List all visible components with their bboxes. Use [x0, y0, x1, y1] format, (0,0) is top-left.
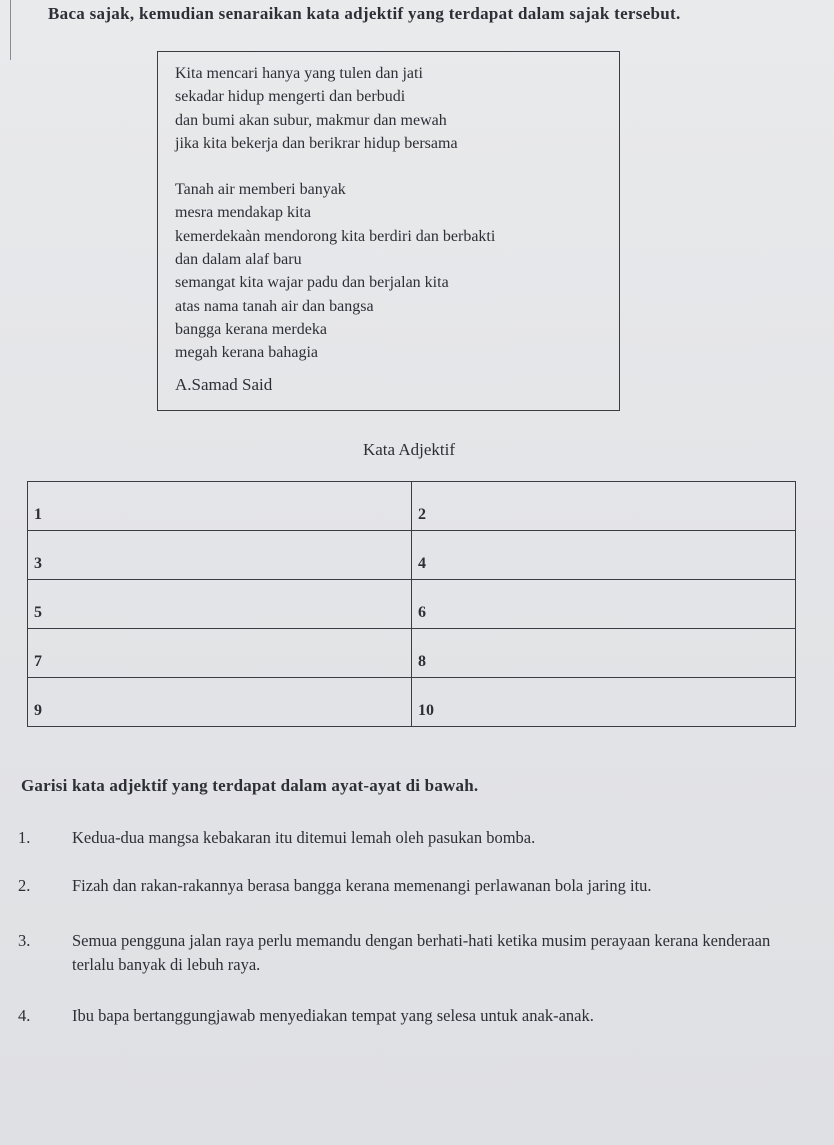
instruction-text: Baca sajak, kemudian senaraikan kata adjektif yang terdapat dalam sajak tersebut.: [48, 4, 681, 23]
question-text[interactable]: Fizah dan rakan-rakannya berasa bangga kerana memenangi perlawanan bola jaring itu.: [72, 876, 652, 895]
answer-cell[interactable]: 8: [412, 629, 796, 678]
table-row: [28, 482, 796, 531]
poem-line: Kita mencari hanya yang tulen dan jati: [175, 65, 423, 82]
answer-cell[interactable]: 10: [412, 678, 796, 727]
poem-line: semangat kita wajar padu dan berjalan kita: [175, 274, 449, 292]
answer-cell[interactable]: 6: [412, 580, 796, 629]
table-row: [28, 580, 796, 629]
question-number: 3.: [18, 931, 31, 950]
answer-cell[interactable]: 1: [28, 482, 412, 531]
table-row: [28, 629, 796, 678]
table-title-text: Kata Adjektif: [362, 440, 456, 459]
question-text[interactable]: Semua pengguna jalan raya perlu memandu dengan berhati-hati ketika musim perayaan kerana kenderaan terlalu banyak di lebuh raya.: [72, 931, 771, 974]
poem-line: atas nama tanah air dan bangsa: [175, 297, 374, 315]
poem-line: mesra mendakap kita: [175, 204, 311, 222]
question-number: 4.: [18, 1006, 31, 1025]
table-row: [28, 531, 796, 580]
questions-heading: Garisi kata adjektif yang terdapat dalam ayat-ayat di bawah.: [21, 776, 479, 795]
table-row: [28, 678, 796, 727]
answer-cell[interactable]: 7: [28, 629, 412, 678]
question-text[interactable]: Kedua-dua mangsa kebakaran itu ditemui lemah oleh pasukan bomba.: [72, 828, 536, 847]
poem-line: Tanah air memberi banyak: [175, 181, 346, 199]
poem-line: jika kita bekerja dan berikrar hidup bersama: [175, 134, 458, 152]
answer-cell[interactable]: 5: [28, 580, 412, 629]
stanza-gap: [175, 155, 619, 178]
poem-line: megah kerana bahagia: [175, 344, 319, 362]
poem-line: sekadar hidup mengerti dan berbudi: [175, 88, 406, 106]
poem-line: dan bumi akan subur, makmur dan mewah: [175, 111, 447, 129]
answer-cell[interactable]: 4: [412, 531, 796, 580]
table-title: [0, 440, 834, 460]
answer-cell[interactable]: 2: [412, 482, 796, 531]
poem-line: dan dalam alaf baru: [175, 251, 302, 269]
poem-line: bangga kerana merdeka: [175, 320, 327, 338]
poem-line: kemerdekaàn mendorong kita berdiri dan berbakti: [175, 227, 496, 245]
answer-cell[interactable]: 9: [28, 678, 412, 727]
question-text[interactable]: Ibu bapa bertanggungjawab menyediakan tempat yang selesa untuk anak-anak.: [72, 1006, 594, 1025]
adjective-table: [27, 481, 796, 727]
poem-author: A.Samad Said: [175, 374, 273, 394]
question-number: 2.: [18, 876, 31, 895]
page-edge-line: [0, 0, 11, 60]
poem-box: [157, 51, 620, 411]
question-number: 1.: [18, 828, 31, 847]
answer-cell[interactable]: 3: [28, 531, 412, 580]
